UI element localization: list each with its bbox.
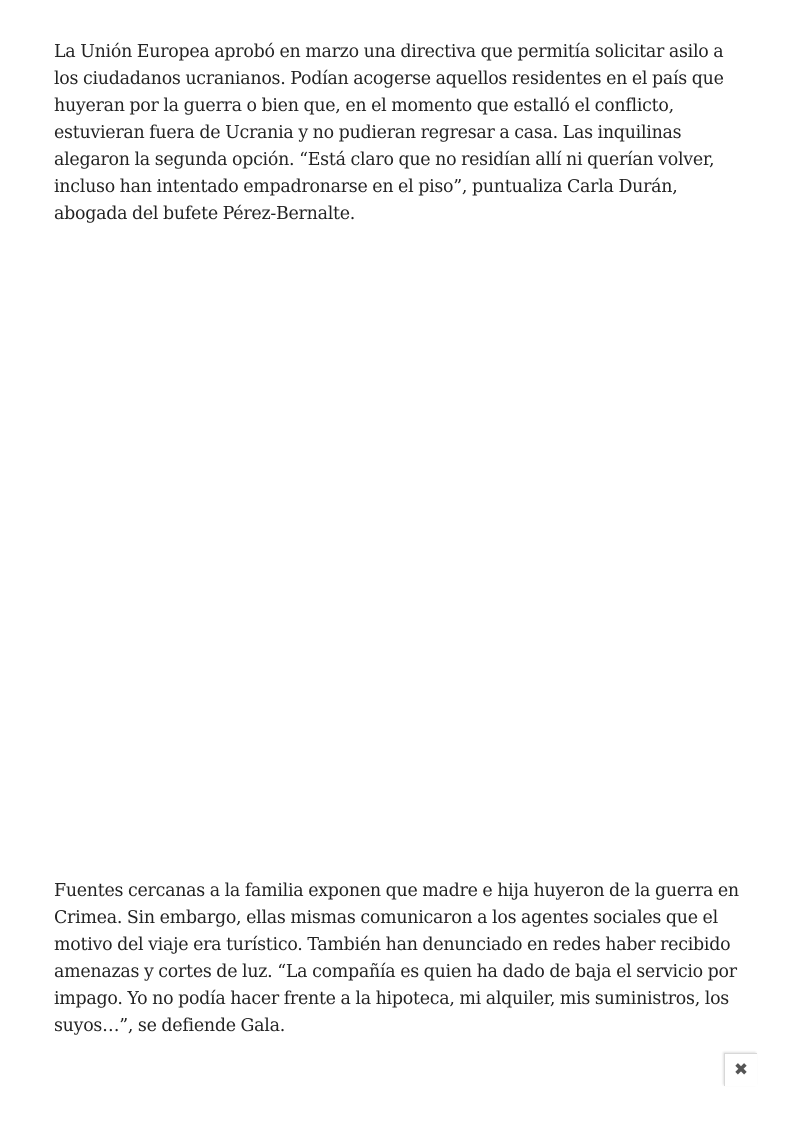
article-paragraph-2: Fuentes cercanas a la familia exponen que madre e hija huyeron de la guerra en Crimea. Sin embargo, ellas mismas comunicaron a los agentes sociales que el motivo del viaje era turístico. También han denunciado en redes haber recibido amenazas y cortes de luz. “La compañía es quien ha dado de baja el servicio por impago. Yo no podía hacer frente a la hipoteca, mi alquiler, mis suministros, los suyos…”, se defiende Gala. [54, 881, 739, 1036]
close-icon[interactable]: ✖ [733, 1059, 749, 1080]
ad-placeholder [54, 250, 744, 850]
article-paragraph-1: La Unión Europea aprobó en marzo una directiva que permitía solicitar asilo a los ciudadanos ucranianos. Podían acogerse aquellos residentes en el país que huyeran por la guerra o bien que, en el momento que estalló el conflicto, estuvieran fuera de Ucrania y no pudieran regresar a casa. Las inquilinas alegaron la segunda opción. “Está claro que no residían allí ni querían volver, incluso han intentado empadronarse en el piso”, puntualiza Carla Durán, abogada del bufete Pérez-Bernalte. [54, 42, 724, 224]
close-ad-button[interactable] [724, 1053, 757, 1086]
